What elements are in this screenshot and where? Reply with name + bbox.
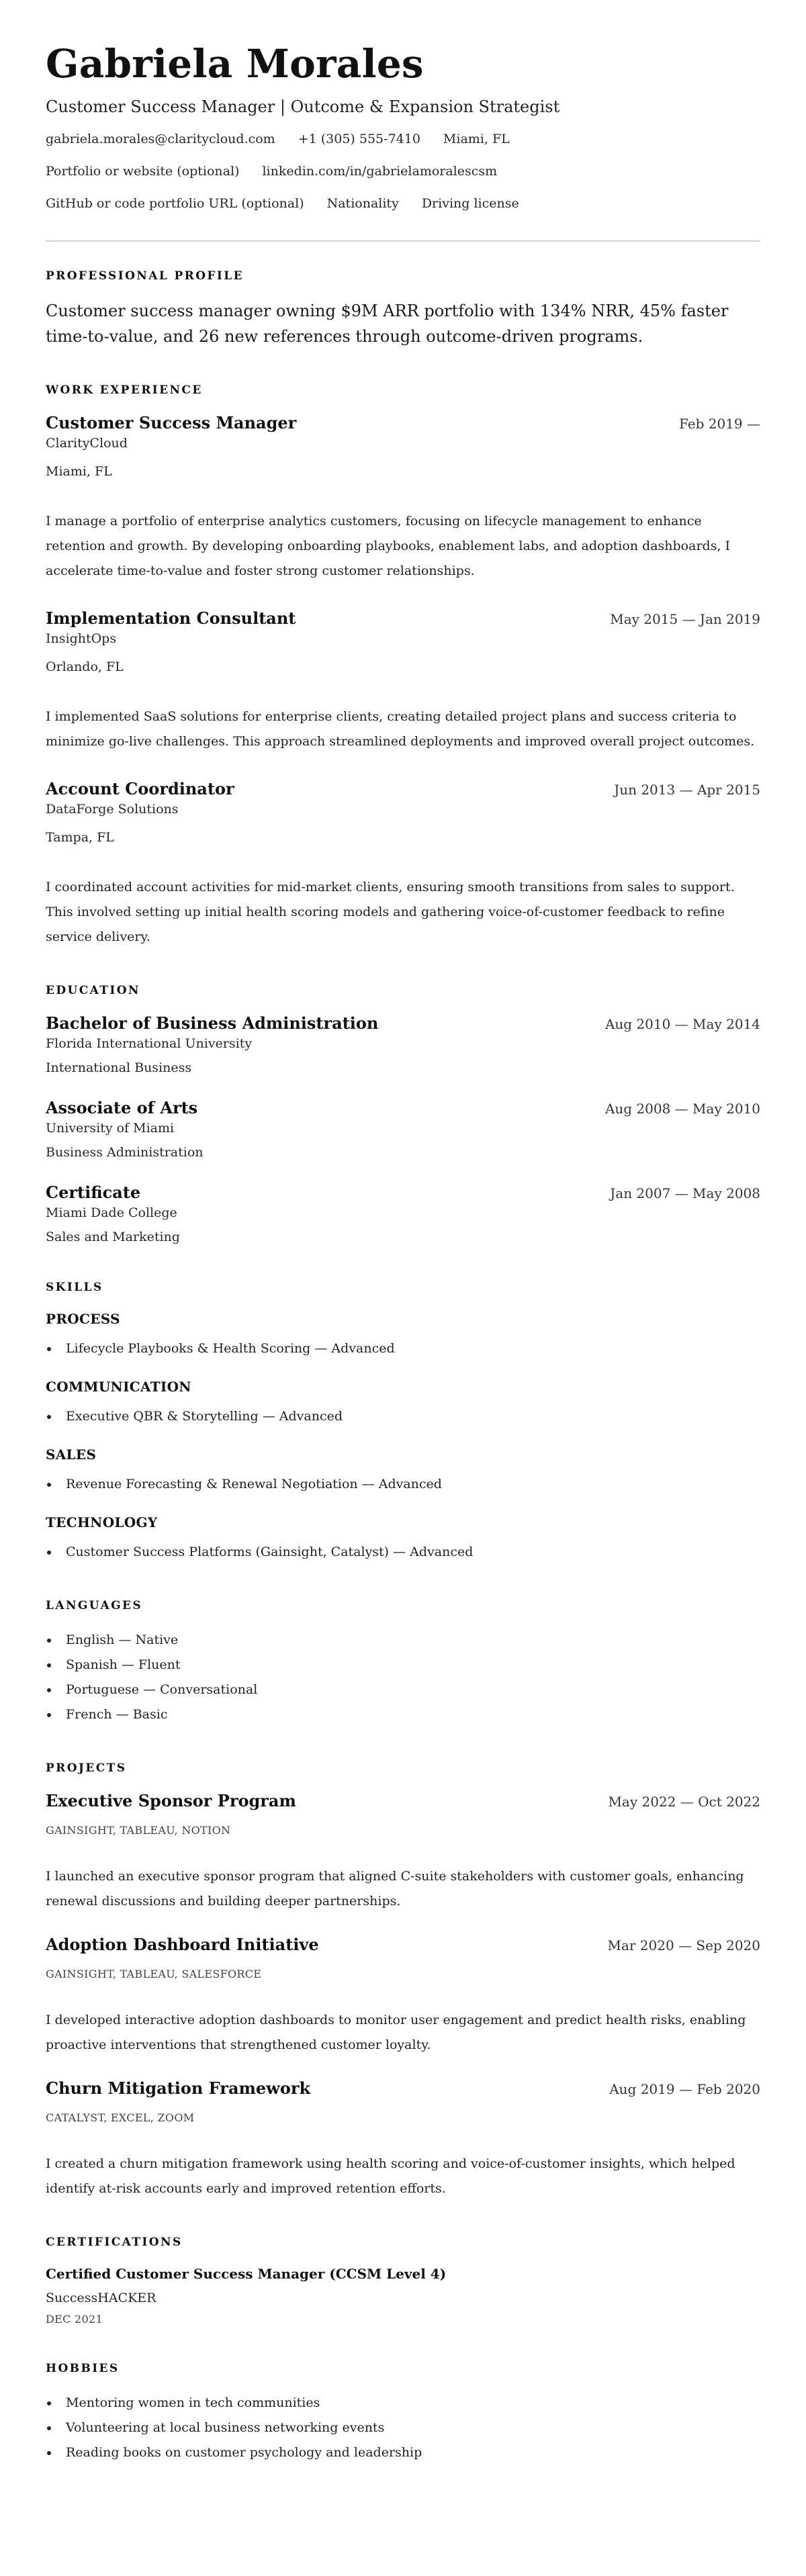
skill-group-title: TECHNOLOGY — [46, 1514, 158, 1530]
field-of-study: Business Administration — [46, 1145, 204, 1160]
hobby-item: Volunteering at local business networking events — [46, 2416, 760, 2440]
experience-entry — [46, 412, 760, 584]
contact-location: Miami, FL — [443, 132, 510, 146]
skill-group — [46, 1377, 760, 1429]
job-dates: Feb 2019 — — [678, 416, 760, 432]
project-name: Executive Sponsor Program — [46, 1791, 296, 1810]
project-entry — [46, 2078, 760, 2201]
project-description: I launched an executive sponsor program that aligned C-suite stakeholders with customer goals, enhancing renewal discussions and building deeper partnerships. — [46, 1869, 744, 1908]
education-entry — [46, 1097, 760, 1162]
hobby-item: Mentoring women in tech communities — [46, 2391, 760, 2416]
skill-group-title: PROCESS — [46, 1311, 120, 1327]
job-description: I implemented SaaS solutions for enterprise clients, creating detailed project plans and success criteria to minimize go-live challenges. This approach streamlined deployments and improved overall project outcomes. — [46, 709, 755, 749]
job-dates: May 2015 — Jan 2019 — [610, 611, 760, 627]
job-location: Orlando, FL — [46, 659, 124, 674]
skill-group — [46, 1513, 760, 1565]
company-name: ClarityCloud — [46, 436, 128, 451]
language-item: English — Native — [46, 1628, 760, 1653]
project-description: I developed interactive adoption dashboards to monitor user engagement and predict health risks, enabling proactive interventions that strengthened customer loyalty. — [46, 2013, 746, 2052]
hobby-item: Reading books on customer psychology and leadership — [46, 2440, 760, 2465]
skill-group-title: COMMUNICATION — [46, 1379, 191, 1395]
project-dates: May 2022 — Oct 2022 — [608, 1794, 760, 1810]
project-dates: Aug 2019 — Feb 2020 — [609, 2081, 760, 2097]
section-certifications — [46, 2235, 760, 2328]
contact-row — [46, 163, 760, 180]
section-title: HOBBIES — [46, 2362, 120, 2375]
language-item: French — Basic — [46, 1702, 760, 1727]
certification-name: Certified Customer Success Manager (CCSM Level 4) — [46, 2266, 447, 2282]
school-name: Florida International University — [46, 1036, 253, 1051]
section-title: EDUCATION — [46, 984, 140, 997]
project-tags: GAINSIGHT, TABLEAU, NOTION — [46, 1824, 231, 1837]
section-profile — [46, 269, 760, 349]
section-work-experience — [46, 383, 760, 950]
skill-item: Lifecycle Playbooks & Health Scoring — Advanced — [46, 1336, 760, 1361]
section-projects — [46, 1761, 760, 2201]
job-dates: Jun 2013 — Apr 2015 — [614, 782, 760, 798]
section-title: PROFESSIONAL PROFILE — [46, 269, 244, 283]
job-location: Miami, FL — [46, 464, 112, 479]
experience-entry — [46, 608, 760, 754]
project-description: I created a churn mitigation framework using health scoring and voice-of-customer insights, which helped identify at-risk accounts early and improved retention efforts. — [46, 2156, 735, 2196]
contact-email: gabriela.morales@claritycloud.com — [46, 132, 275, 146]
section-languages — [46, 1598, 760, 1727]
contact-phone: +1 (305) 555-7410 — [298, 132, 420, 146]
job-description: I manage a portfolio of enterprise analytics customers, focusing on lifecycle management to enhance retention and growth. By developing onboarding playbooks, enablement labs, and adoption dashboards, I accelerate time-to-value and foster strong customer relationships. — [46, 514, 731, 578]
section-title: SKILLS — [46, 1281, 103, 1294]
project-entry — [46, 1934, 760, 2058]
education-entry — [46, 1013, 760, 1077]
project-name: Churn Mitigation Framework — [46, 2078, 311, 2098]
skill-group-title: SALES — [46, 1446, 97, 1463]
project-tags: CATALYST, EXCEL, ZOOM — [46, 2111, 195, 2124]
experience-entry — [46, 778, 760, 950]
section-title: PROJECTS — [46, 1761, 127, 1775]
project-name: Adoption Dashboard Initiative — [46, 1935, 319, 1954]
education-entry — [46, 1182, 760, 1246]
school-name: University of Miami — [46, 1121, 175, 1136]
skill-item: Customer Success Platforms (Gainsight, Catalyst) — Advanced — [46, 1540, 760, 1565]
candidate-name: Gabriela Morales — [46, 41, 424, 87]
education-dates: Aug 2008 — May 2010 — [604, 1101, 760, 1117]
skill-group — [46, 1445, 760, 1497]
skill-item: Executive QBR & Storytelling — Advanced — [46, 1404, 760, 1429]
degree-title: Bachelor of Business Administration — [46, 1013, 379, 1033]
job-description: I coordinated account activities for mid-market clients, ensuring smooth transitions from sales to support. This involved setting up initial health scoring models and gathering voice-of-customer feedback to refine service delivery. — [46, 880, 735, 944]
contact-row — [46, 195, 760, 212]
job-title: Account Coordinator — [46, 779, 234, 798]
section-skills — [46, 1280, 760, 1565]
section-hobbies — [46, 2361, 760, 2465]
company-name: DataForge Solutions — [46, 802, 179, 817]
certification-issuer: SuccessHACKER — [46, 2291, 156, 2305]
profile-summary: Customer success manager owning $9M ARR portfolio with 134% NRR, 45% faster time-to-value, and 26 new references through outcome-driven programs. — [46, 302, 729, 346]
field-of-study: International Business — [46, 1060, 192, 1075]
job-title: Customer Success Manager — [46, 413, 297, 432]
contact-github: GitHub or code portfolio URL (optional) — [46, 196, 304, 211]
project-entry — [46, 1790, 760, 1914]
contact-linkedin: linkedin.com/in/gabrielamoralescsm — [262, 164, 498, 179]
field-of-study: Sales and Marketing — [46, 1230, 180, 1244]
section-title: CERTIFICATIONS — [46, 2236, 183, 2249]
skill-item: Revenue Forecasting & Renewal Negotiation — Advanced — [46, 1472, 760, 1497]
certification-date: DEC 2021 — [46, 2313, 103, 2326]
section-title: LANGUAGES — [46, 1599, 143, 1612]
contact-row — [46, 130, 760, 148]
header-divider — [46, 240, 760, 242]
skill-group — [46, 1309, 760, 1361]
certification-entry — [46, 2264, 760, 2328]
degree-title: Associate of Arts — [46, 1098, 198, 1117]
school-name: Miami Dade College — [46, 1205, 177, 1220]
contact-driving-license: Driving license — [421, 196, 519, 211]
project-dates: Mar 2020 — Sep 2020 — [607, 1937, 760, 1953]
language-item: Spanish — Fluent — [46, 1653, 760, 1677]
candidate-headline: Customer Success Manager | Outcome & Expansion Strategist — [46, 97, 560, 116]
contact-nationality: Nationality — [326, 196, 399, 211]
company-name: InsightOps — [46, 631, 117, 646]
education-dates: Jan 2007 — May 2008 — [610, 1185, 760, 1201]
language-item: Portuguese — Conversational — [46, 1677, 760, 1702]
project-tags: GAINSIGHT, TABLEAU, SALESFORCE — [46, 1968, 262, 1980]
education-dates: Aug 2010 — May 2014 — [604, 1016, 760, 1032]
contact-info — [46, 130, 760, 212]
section-title: WORK EXPERIENCE — [46, 383, 203, 397]
section-education — [46, 983, 760, 1246]
degree-title: Certificate — [46, 1183, 141, 1202]
contact-portfolio: Portfolio or website (optional) — [46, 164, 240, 179]
job-location: Tampa, FL — [46, 830, 114, 845]
job-title: Implementation Consultant — [46, 608, 296, 628]
resume-header — [46, 40, 760, 212]
